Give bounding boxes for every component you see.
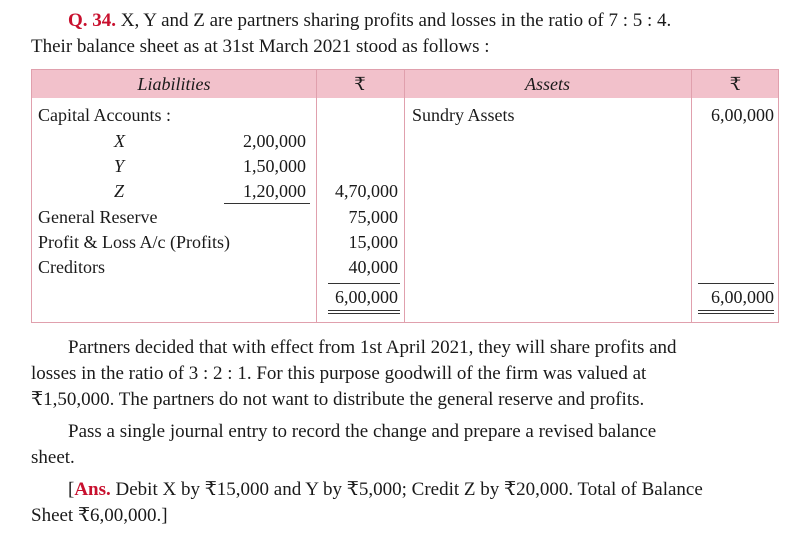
partner-x-name: X [114,131,125,151]
partner-y-name: Y [114,156,125,176]
partner-z-name: Z [114,181,125,201]
assets-total-rule-1 [698,310,774,311]
creditors-label: Creditors [38,257,105,277]
header-rupee-liabilities: ₹ [354,74,366,94]
creditors-amount: 40,000 [348,257,398,277]
header-rupee-assets: ₹ [729,74,742,94]
partner-z-capital: 1,20,000 [243,181,306,201]
balance-sheet-table [31,69,779,323]
liabilities-total: 6,00,000 [335,287,398,307]
header-liabilities: Liabilities [137,74,211,94]
question-number: Q. 34. [68,10,117,31]
liabilities-total-rule-1 [328,310,400,311]
answer-text-1: Debit X by ₹15,000 and Y by ₹5,000; Credit Z by ₹20,000. Total of Balance [110,479,703,500]
sundry-assets-amount: 6,00,000 [711,105,774,125]
para2-line-1: Pass a single journal entry to record the change and prepare a revised balance [68,421,657,442]
partner-subtotal-rule [224,203,310,204]
profit-loss-label: Profit & Loss A/c (Profits) [38,232,230,252]
answer-label: Ans. [74,479,111,500]
question-line-1 [68,9,671,33]
general-reserve-amount: 75,000 [348,207,398,227]
question-text-1: X, Y and Z are partners sharing profits and losses in the ratio of 7 : 5 : 4. [116,10,672,31]
para1-line-1: Partners decided that with effect from 1st April 2021, they will share profits and [68,337,677,358]
partner-x-capital: 2,00,000 [243,131,306,151]
sundry-assets-label: Sundry Assets [412,105,515,125]
liabilities-total-rule-top [328,283,400,284]
capital-total: 4,70,000 [335,181,398,201]
assets-total: 6,00,000 [711,287,774,307]
header-assets: Assets [525,74,570,94]
assets-total-rule-top [698,283,774,284]
liabilities-total-rule-2 [328,313,400,314]
answer-line-1: [Ans. Debit X by ₹15,000 and Y by ₹5,000; Credit Z by ₹20,000. Total of Balance [68,479,703,500]
capital-accounts-label: Capital Accounts : [38,105,171,125]
para1-line-3: ₹1,50,000. The partners do not want to distribute the general reserve and profits. [31,389,645,410]
para2-line-2: sheet. [31,447,75,468]
question-line-2: Their balance sheet as at 31st March 2021 stood as follows : [31,36,490,57]
general-reserve-label: General Reserve [38,207,158,227]
assets-total-rule-2 [698,313,774,314]
profit-loss-amount: 15,000 [348,232,398,252]
answer-line-2: Sheet ₹6,00,000.] [31,505,168,526]
para1-line-2: losses in the ratio of 3 : 2 : 1. For this purpose goodwill of the firm was valued at [31,363,647,384]
partner-y-capital: 1,50,000 [243,156,306,176]
